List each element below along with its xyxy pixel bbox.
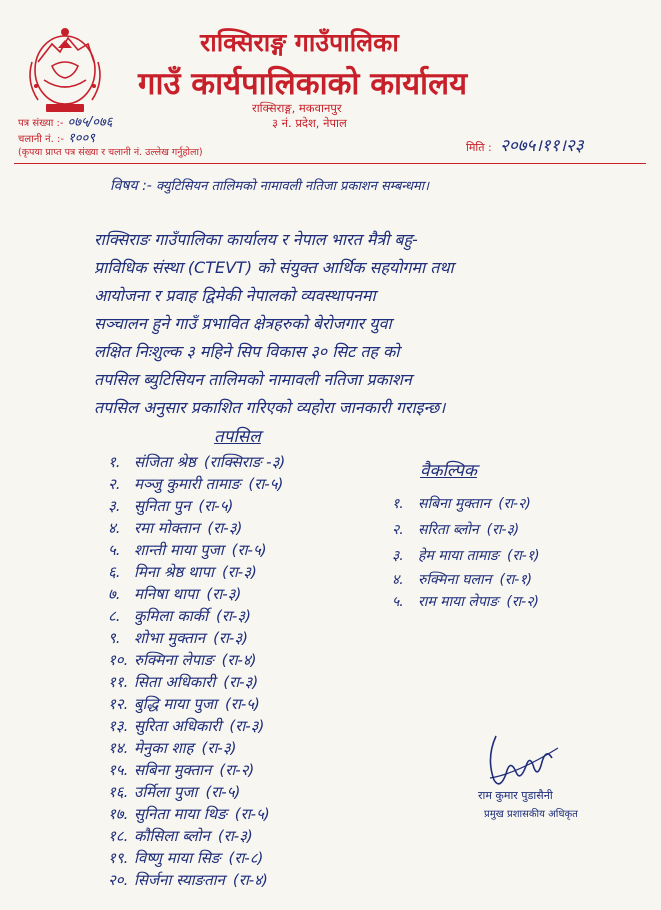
tapsil-heading: तपसिल: [214, 427, 261, 447]
list-item: १८. कौसिला ब्लोन (रा-३): [108, 827, 253, 845]
list-item: ५. शान्ती माया पुजा (रा-५): [108, 541, 267, 559]
list-item: ४. रुक्मिना घलान (रा-१): [392, 572, 533, 588]
body-line: सञ्चालन हुने गाउँ प्रभावित क्षेत्रहरुको बेरोजगार युवा: [94, 314, 392, 333]
chalani-value: १००९: [67, 131, 95, 146]
address-line-1: राक्सिराङ्ग, मकवानपुर: [252, 101, 342, 115]
date-value: २०७५।११।२३: [500, 136, 584, 156]
list-item: १५. सबिना मुक्तान (रा-२): [108, 761, 255, 779]
reference-note: (कृपया प्राप्त पत्र संख्या र चलानी नं. उल्लेख गर्नुहोला): [18, 147, 203, 158]
chalani-number: [18, 128, 95, 146]
list-item: १४. मेनुका शाह (रा-३): [108, 739, 237, 757]
address-line-2: ३ नं. प्रदेश, नेपाल: [272, 116, 347, 130]
header-divider: [14, 163, 646, 164]
date-label: मिति :: [466, 141, 492, 154]
chalani-label: चलानी नं. :-: [18, 134, 64, 145]
org-name: राक्सिराङ्ग गाउँपालिका: [200, 28, 399, 57]
body-line: लक्षित निःशुल्क ३ महिने सिप विकास ३० सिट तह को: [94, 342, 400, 361]
list-item: १९. विष्णु माया सिङ (रा-८): [108, 849, 264, 867]
patra-value: ०७५/०७६: [67, 115, 113, 130]
body-line: राक्सिराङ गाउँपालिका कार्यालय र नेपाल भारत मैत्री बहु-: [94, 230, 418, 249]
list-item: ११. सिता अधिकारी (रा-३): [108, 673, 259, 691]
list-item: १६. उर्मिला पुजा (रा-५): [108, 783, 241, 801]
list-item: २. मञ्जु कुमारी तामाङ (रा-५): [108, 475, 284, 493]
list-item: १२. बुद्धि माया पुजा (रा-५): [108, 695, 260, 713]
list-item: २. सरिता ब्लोन (रा-३): [392, 522, 520, 538]
list-item: ३. हेम माया तामाङ (रा-१): [392, 548, 540, 564]
list-item: २०. सिर्जना स्याङतान (रा-४): [108, 871, 268, 889]
list-item: ९. शोभा मुक्तान (रा-३): [108, 629, 248, 647]
body-line: प्राविधिक संस्था (CTEVT) को संयुक्त आर्थिक सहयोगमा तथा: [94, 258, 454, 277]
body-line: तपसिल ब्युटिसियन तालिमको नामावली नतिजा प्रकाशन: [94, 370, 412, 389]
list-item: १०. रुक्मिना लेपाङ (रा-४): [108, 651, 257, 669]
subject-text: क्युटिसियन तालिमको नामावली नतिजा प्रकाशन सम्बन्धमा।: [155, 179, 430, 194]
patra-label: पत्र संख्या :-: [18, 118, 64, 129]
subject-label: विषय :-: [110, 178, 152, 194]
list-item: ३. सुनिता पुन (रा-५): [108, 497, 234, 515]
signatory-name: राम कुमार पुडासैनी: [478, 789, 553, 802]
list-item: १. सबिना मुक्तान (रा-२): [392, 496, 531, 512]
list-item: १३. सुरिता अधिकारी (रा-३): [108, 717, 265, 735]
list-item: ७. मनिषा थापा (रा-३): [108, 585, 242, 603]
body-line: आयोजना र प्रवाह द्विमेकी नेपालको व्यवस्थापनमा: [94, 286, 376, 305]
body-line: तपसिल अनुसार प्रकाशित गरिएको व्यहोरा जानकारी गराइन्छ।: [94, 398, 446, 417]
list-item: ६. मिना श्रेष्ठ थापा (रा-३): [108, 563, 257, 581]
signatory-title: प्रमुख प्रशासकीय अधिकृत: [484, 809, 578, 820]
list-item: ४. रमा मोक्तान (रा-३): [108, 519, 243, 537]
list-item: ८. कुमिला कार्की (रा-३): [108, 607, 251, 625]
government-emblem-icon: [22, 22, 108, 122]
subject-line: [110, 176, 429, 195]
alternate-heading: वैकल्पिक: [420, 461, 477, 481]
list-item: १. संजिता श्रेष्ठ (राक्सिराङ -३): [108, 453, 286, 471]
list-item: १७. सुनिता माया थिङ (रा-५): [108, 805, 270, 823]
office-name: गाउँ कार्यपालिकाको कार्यालय: [138, 66, 468, 102]
list-item: ५. राम माया लेपाङ (रा-२): [392, 594, 539, 610]
